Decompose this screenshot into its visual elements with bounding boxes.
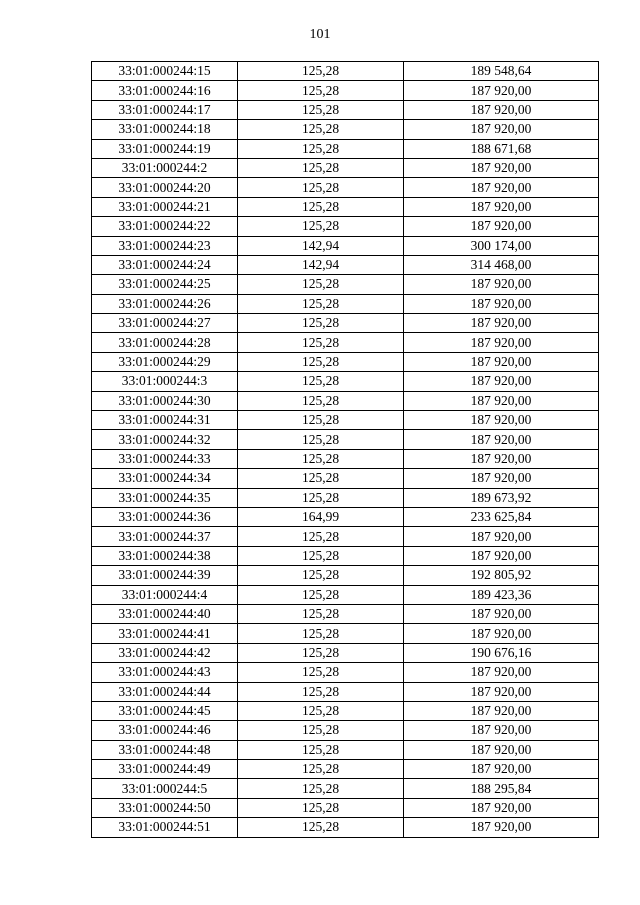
value-cell: 187 920,00 [404,721,599,740]
table-row [92,391,599,410]
table-row [92,197,599,216]
cadastral-number-cell: 33:01:000244:32 [92,430,238,449]
table-row [92,663,599,682]
cadastral-number-cell: 33:01:000244:15 [92,62,238,81]
cadastral-number-cell: 33:01:000244:36 [92,507,238,526]
table-row [92,469,599,488]
table-row [92,818,599,837]
cadastral-number-cell: 33:01:000244:39 [92,566,238,585]
value-cell: 187 920,00 [404,449,599,468]
area-cell: 125,28 [238,391,404,410]
value-cell: 189 548,64 [404,62,599,81]
value-cell: 188 295,84 [404,779,599,798]
value-cell: 187 920,00 [404,352,599,371]
cadastral-number-cell: 33:01:000244:34 [92,469,238,488]
cadastral-number-cell: 33:01:000244:41 [92,624,238,643]
table-row [92,507,599,526]
value-cell: 300 174,00 [404,236,599,255]
table-row [92,566,599,585]
value-cell: 187 920,00 [404,217,599,236]
cadastral-number-cell: 33:01:000244:25 [92,275,238,294]
cadastral-number-cell: 33:01:000244:49 [92,760,238,779]
value-cell: 187 920,00 [404,197,599,216]
value-cell: 189 673,92 [404,488,599,507]
value-cell: 188 671,68 [404,139,599,158]
area-cell: 125,28 [238,411,404,430]
table-row [92,275,599,294]
value-cell: 187 920,00 [404,100,599,119]
cadastral-number-cell: 33:01:000244:33 [92,449,238,468]
table-row [92,81,599,100]
cadastral-number-cell: 33:01:000244:29 [92,352,238,371]
area-cell: 125,28 [238,663,404,682]
value-cell: 187 920,00 [404,333,599,352]
table-row [92,139,599,158]
cadastral-number-cell: 33:01:000244:4 [92,585,238,604]
area-cell: 125,28 [238,604,404,623]
area-cell: 125,28 [238,217,404,236]
area-cell: 125,28 [238,682,404,701]
table-row [92,352,599,371]
area-cell: 125,28 [238,333,404,352]
area-cell: 125,28 [238,430,404,449]
value-cell: 187 920,00 [404,663,599,682]
cadastral-number-cell: 33:01:000244:30 [92,391,238,410]
area-cell: 125,28 [238,197,404,216]
value-cell: 187 920,00 [404,391,599,410]
value-cell: 187 920,00 [404,527,599,546]
value-cell: 187 920,00 [404,314,599,333]
table-row [92,372,599,391]
table-row [92,604,599,623]
area-cell: 125,28 [238,643,404,662]
cadastral-number-cell: 33:01:000244:22 [92,217,238,236]
value-cell: 187 920,00 [404,546,599,565]
area-cell: 125,28 [238,372,404,391]
table-row [92,178,599,197]
cadastral-number-cell: 33:01:000244:19 [92,139,238,158]
table-row [92,449,599,468]
area-cell: 125,28 [238,566,404,585]
table-row [92,643,599,662]
area-cell: 125,28 [238,760,404,779]
table-row [92,100,599,119]
value-cell: 233 625,84 [404,507,599,526]
table-row [92,721,599,740]
area-cell: 125,28 [238,352,404,371]
table-row [92,798,599,817]
value-cell: 187 920,00 [404,178,599,197]
value-cell: 192 805,92 [404,566,599,585]
cadastral-number-cell: 33:01:000244:16 [92,81,238,100]
table-row [92,527,599,546]
area-cell: 164,99 [238,507,404,526]
value-cell: 187 920,00 [404,624,599,643]
cadastral-number-cell: 33:01:000244:5 [92,779,238,798]
value-cell: 187 920,00 [404,81,599,100]
cadastral-number-cell: 33:01:000244:45 [92,701,238,720]
cadastral-number-cell: 33:01:000244:20 [92,178,238,197]
table-row [92,314,599,333]
table-row [92,546,599,565]
table-row [92,779,599,798]
table-row [92,255,599,274]
table-row [92,411,599,430]
value-cell: 314 468,00 [404,255,599,274]
area-cell: 125,28 [238,798,404,817]
cadastral-number-cell: 33:01:000244:27 [92,314,238,333]
area-cell: 125,28 [238,585,404,604]
value-cell: 187 920,00 [404,701,599,720]
cadastral-number-cell: 33:01:000244:26 [92,294,238,313]
area-cell: 125,28 [238,314,404,333]
cadastral-number-cell: 33:01:000244:17 [92,100,238,119]
value-cell: 187 920,00 [404,294,599,313]
cadastral-number-cell: 33:01:000244:3 [92,372,238,391]
area-cell: 125,28 [238,527,404,546]
table-row [92,682,599,701]
value-cell: 187 920,00 [404,798,599,817]
cadastral-number-cell: 33:01:000244:48 [92,740,238,759]
value-cell: 187 920,00 [404,411,599,430]
cadastral-number-cell: 33:01:000244:28 [92,333,238,352]
area-cell: 125,28 [238,449,404,468]
area-cell: 125,28 [238,624,404,643]
table-row [92,294,599,313]
area-cell: 125,28 [238,701,404,720]
table-row [92,62,599,81]
table-row [92,236,599,255]
table-row [92,585,599,604]
cadastral-number-cell: 33:01:000244:2 [92,158,238,177]
area-cell: 125,28 [238,818,404,837]
cadastral-number-cell: 33:01:000244:18 [92,120,238,139]
page-number: 101 [309,27,331,42]
table-row [92,217,599,236]
area-cell: 125,28 [238,120,404,139]
table-row [92,333,599,352]
cadastral-number-cell: 33:01:000244:31 [92,411,238,430]
area-cell: 125,28 [238,546,404,565]
value-cell: 187 920,00 [404,818,599,837]
area-cell: 142,94 [238,255,404,274]
table-body [92,62,599,838]
cadastral-number-cell: 33:01:000244:43 [92,663,238,682]
table-row [92,430,599,449]
cadastral-number-cell: 33:01:000244:40 [92,604,238,623]
area-cell: 125,28 [238,178,404,197]
value-cell: 187 920,00 [404,372,599,391]
table-row [92,760,599,779]
value-cell: 187 920,00 [404,158,599,177]
value-cell: 187 920,00 [404,430,599,449]
cadastral-number-cell: 33:01:000244:35 [92,488,238,507]
table-row [92,740,599,759]
value-cell: 187 920,00 [404,120,599,139]
area-cell: 125,28 [238,275,404,294]
value-cell: 190 676,16 [404,643,599,662]
area-cell: 125,28 [238,100,404,119]
area-cell: 125,28 [238,469,404,488]
area-cell: 125,28 [238,294,404,313]
area-cell: 125,28 [238,62,404,81]
area-cell: 142,94 [238,236,404,255]
cadastral-number-cell: 33:01:000244:46 [92,721,238,740]
cadastral-number-cell: 33:01:000244:21 [92,197,238,216]
cadastral-number-cell: 33:01:000244:24 [92,255,238,274]
table-row [92,624,599,643]
area-cell: 125,28 [238,721,404,740]
table-row [92,120,599,139]
cadastral-number-cell: 33:01:000244:51 [92,818,238,837]
cadastral-number-cell: 33:01:000244:50 [92,798,238,817]
area-cell: 125,28 [238,81,404,100]
value-cell: 187 920,00 [404,682,599,701]
area-cell: 125,28 [238,139,404,158]
area-cell: 125,28 [238,779,404,798]
cadastral-number-cell: 33:01:000244:23 [92,236,238,255]
value-cell: 187 920,00 [404,275,599,294]
data-table [91,61,599,838]
table-row [92,701,599,720]
value-cell: 189 423,36 [404,585,599,604]
value-cell: 187 920,00 [404,604,599,623]
value-cell: 187 920,00 [404,760,599,779]
cadastral-number-cell: 33:01:000244:38 [92,546,238,565]
cadastral-number-cell: 33:01:000244:42 [92,643,238,662]
value-cell: 187 920,00 [404,740,599,759]
value-cell: 187 920,00 [404,469,599,488]
table-row [92,488,599,507]
cadastral-number-cell: 33:01:000244:44 [92,682,238,701]
cadastral-number-cell: 33:01:000244:37 [92,527,238,546]
table-row [92,158,599,177]
area-cell: 125,28 [238,488,404,507]
area-cell: 125,28 [238,158,404,177]
area-cell: 125,28 [238,740,404,759]
